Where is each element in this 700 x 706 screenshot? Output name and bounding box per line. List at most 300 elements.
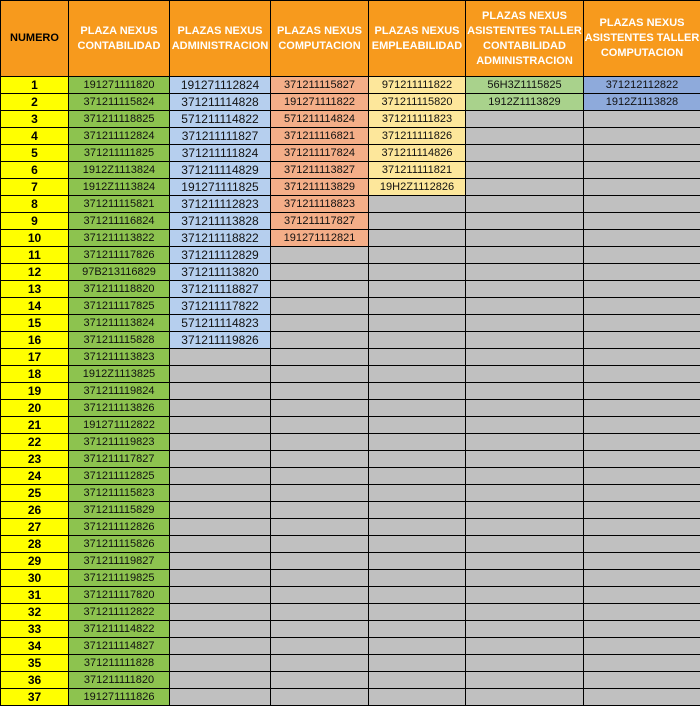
cell-numero: 11	[1, 247, 69, 264]
table-row	[1, 179, 700, 196]
cell-administracion	[170, 604, 271, 621]
cell-taller-computacion	[584, 519, 700, 536]
cell-taller-contabilidad-administracion	[466, 519, 584, 536]
table-row	[1, 77, 700, 94]
cell-computacion: 371211113827	[271, 162, 369, 179]
table-row	[1, 400, 700, 417]
cell-computacion: 371211118823	[271, 196, 369, 213]
cell-computacion	[271, 383, 369, 400]
cell-administracion: 191271112824	[170, 77, 271, 94]
cell-numero: 32	[1, 604, 69, 621]
cell-computacion: 191271111822	[271, 94, 369, 111]
cell-numero: 5	[1, 145, 69, 162]
cell-taller-computacion	[584, 553, 700, 570]
table-row	[1, 298, 700, 315]
cell-taller-computacion	[584, 604, 700, 621]
cell-taller-contabilidad-administracion	[466, 315, 584, 332]
cell-taller-computacion	[584, 502, 700, 519]
header-numero: NUMERO	[1, 1, 69, 77]
cell-contabilidad: 191271111826	[69, 689, 170, 706]
cell-numero: 10	[1, 230, 69, 247]
cell-administracion: 371211112823	[170, 196, 271, 213]
cell-administracion	[170, 502, 271, 519]
cell-computacion	[271, 264, 369, 281]
cell-contabilidad: 371211119827	[69, 553, 170, 570]
cell-taller-computacion	[584, 281, 700, 298]
table-row	[1, 247, 700, 264]
cell-administracion	[170, 536, 271, 553]
cell-contabilidad: 371211115823	[69, 485, 170, 502]
cell-taller-computacion	[584, 536, 700, 553]
cell-contabilidad: 371211112825	[69, 468, 170, 485]
cell-numero: 4	[1, 128, 69, 145]
cell-administracion: 191271111825	[170, 179, 271, 196]
table-row	[1, 672, 700, 689]
cell-contabilidad: 371211115821	[69, 196, 170, 213]
cell-taller-contabilidad-administracion	[466, 332, 584, 349]
cell-computacion	[271, 332, 369, 349]
cell-contabilidad: 1912Z1113824	[69, 162, 170, 179]
cell-taller-computacion	[584, 298, 700, 315]
cell-numero: 31	[1, 587, 69, 604]
table-row	[1, 315, 700, 332]
cell-numero: 14	[1, 298, 69, 315]
cell-numero: 17	[1, 349, 69, 366]
cell-taller-contabilidad-administracion	[466, 621, 584, 638]
cell-computacion	[271, 366, 369, 383]
cell-empleabilidad	[369, 230, 466, 247]
cell-empleabilidad	[369, 655, 466, 672]
table-row	[1, 128, 700, 145]
cell-administracion	[170, 366, 271, 383]
cell-numero: 25	[1, 485, 69, 502]
cell-computacion	[271, 468, 369, 485]
cell-computacion	[271, 417, 369, 434]
cell-taller-computacion	[584, 349, 700, 366]
cell-computacion	[271, 485, 369, 502]
cell-taller-computacion: 1912Z1113828	[584, 94, 700, 111]
cell-numero: 20	[1, 400, 69, 417]
cell-contabilidad: 371211112824	[69, 128, 170, 145]
table-row	[1, 468, 700, 485]
cell-taller-contabilidad-administracion	[466, 485, 584, 502]
cell-taller-computacion	[584, 434, 700, 451]
cell-empleabilidad	[369, 672, 466, 689]
cell-computacion	[271, 349, 369, 366]
cell-empleabilidad	[369, 349, 466, 366]
cell-administracion: 371211118827	[170, 281, 271, 298]
cell-contabilidad: 371211113822	[69, 230, 170, 247]
cell-computacion	[271, 553, 369, 570]
header-empleabilidad: PLAZAS NEXUS EMPLEABILIDAD	[369, 1, 466, 77]
table-row	[1, 655, 700, 672]
cell-numero: 7	[1, 179, 69, 196]
cell-administracion: 371211114828	[170, 94, 271, 111]
table-row	[1, 332, 700, 349]
cell-empleabilidad	[369, 485, 466, 502]
cell-contabilidad: 371211115826	[69, 536, 170, 553]
cell-taller-computacion	[584, 179, 700, 196]
cell-taller-computacion	[584, 383, 700, 400]
table-row	[1, 162, 700, 179]
cell-taller-computacion	[584, 655, 700, 672]
cell-contabilidad: 371211119824	[69, 383, 170, 400]
cell-administracion	[170, 519, 271, 536]
cell-contabilidad: 371211111820	[69, 672, 170, 689]
cell-numero: 34	[1, 638, 69, 655]
cell-numero: 22	[1, 434, 69, 451]
cell-administracion	[170, 485, 271, 502]
cell-taller-contabilidad-administracion: 1912Z1113829	[466, 94, 584, 111]
cell-computacion	[271, 281, 369, 298]
cell-empleabilidad	[369, 519, 466, 536]
cell-numero: 37	[1, 689, 69, 706]
cell-numero: 3	[1, 111, 69, 128]
cell-taller-contabilidad-administracion	[466, 689, 584, 706]
cell-computacion: 571211114824	[271, 111, 369, 128]
cell-taller-contabilidad-administracion	[466, 570, 584, 587]
cell-taller-contabilidad-administracion	[466, 672, 584, 689]
cell-contabilidad: 371211113823	[69, 349, 170, 366]
cell-taller-contabilidad-administracion	[466, 349, 584, 366]
table-row	[1, 604, 700, 621]
cell-administracion: 371211114829	[170, 162, 271, 179]
table-body	[1, 77, 700, 706]
table-row	[1, 485, 700, 502]
cell-taller-computacion	[584, 196, 700, 213]
cell-taller-contabilidad-administracion	[466, 196, 584, 213]
table-row	[1, 553, 700, 570]
cell-taller-contabilidad-administracion	[466, 383, 584, 400]
cell-taller-contabilidad-administracion	[466, 145, 584, 162]
cell-empleabilidad	[369, 196, 466, 213]
cell-contabilidad: 371211119825	[69, 570, 170, 587]
cell-administracion: 371211118822	[170, 230, 271, 247]
cell-empleabilidad	[369, 281, 466, 298]
cell-taller-computacion	[584, 213, 700, 230]
cell-administracion: 371211111827	[170, 128, 271, 145]
cell-empleabilidad: 19H2Z1112826	[369, 179, 466, 196]
cell-contabilidad: 371211112822	[69, 604, 170, 621]
cell-contabilidad: 371211115824	[69, 94, 170, 111]
cell-taller-computacion	[584, 621, 700, 638]
cell-numero: 16	[1, 332, 69, 349]
cell-contabilidad: 371211111825	[69, 145, 170, 162]
cell-contabilidad: 371211112826	[69, 519, 170, 536]
cell-taller-contabilidad-administracion	[466, 604, 584, 621]
cell-taller-computacion	[584, 128, 700, 145]
cell-computacion	[271, 638, 369, 655]
cell-empleabilidad	[369, 604, 466, 621]
table-row	[1, 145, 700, 162]
cell-taller-computacion	[584, 264, 700, 281]
cell-administracion	[170, 553, 271, 570]
cell-empleabilidad	[369, 536, 466, 553]
cell-administracion: 371211119826	[170, 332, 271, 349]
cell-contabilidad: 371211113824	[69, 315, 170, 332]
table-row	[1, 689, 700, 706]
cell-taller-contabilidad-administracion	[466, 230, 584, 247]
cell-computacion	[271, 536, 369, 553]
cell-administracion	[170, 468, 271, 485]
table-row	[1, 230, 700, 247]
cell-taller-contabilidad-administracion	[466, 281, 584, 298]
cell-contabilidad: 371211118820	[69, 281, 170, 298]
cell-empleabilidad	[369, 621, 466, 638]
cell-taller-contabilidad-administracion	[466, 553, 584, 570]
table-row	[1, 621, 700, 638]
cell-empleabilidad	[369, 638, 466, 655]
table-row	[1, 434, 700, 451]
cell-contabilidad: 371211117820	[69, 587, 170, 604]
cell-taller-computacion	[584, 587, 700, 604]
cell-administracion	[170, 689, 271, 706]
header-row	[1, 1, 700, 77]
table-row	[1, 111, 700, 128]
cell-numero: 2	[1, 94, 69, 111]
cell-administracion: 371211117822	[170, 298, 271, 315]
cell-computacion	[271, 672, 369, 689]
table-row	[1, 281, 700, 298]
cell-administracion: 571211114822	[170, 111, 271, 128]
cell-administracion	[170, 417, 271, 434]
cell-empleabilidad: 971211111822	[369, 77, 466, 94]
header-computacion: PLAZAS NEXUS COMPUTACION	[271, 1, 369, 77]
cell-numero: 12	[1, 264, 69, 281]
table-row	[1, 349, 700, 366]
cell-empleabilidad	[369, 383, 466, 400]
cell-taller-computacion: 371212112822	[584, 77, 700, 94]
cell-computacion	[271, 400, 369, 417]
cell-numero: 36	[1, 672, 69, 689]
cell-empleabilidad: 371211111826	[369, 128, 466, 145]
cell-taller-contabilidad-administracion	[466, 247, 584, 264]
cell-empleabilidad: 371211111821	[369, 162, 466, 179]
cell-numero: 27	[1, 519, 69, 536]
cell-taller-computacion	[584, 485, 700, 502]
cell-computacion: 371211115827	[271, 77, 369, 94]
table-row	[1, 536, 700, 553]
cell-computacion: 371211117827	[271, 213, 369, 230]
cell-taller-computacion	[584, 111, 700, 128]
cell-taller-computacion	[584, 689, 700, 706]
cell-administracion	[170, 638, 271, 655]
cell-contabilidad: 371211117826	[69, 247, 170, 264]
cell-computacion	[271, 570, 369, 587]
cell-empleabilidad: 371211115820	[369, 94, 466, 111]
cell-administracion	[170, 400, 271, 417]
cell-administracion: 371211113828	[170, 213, 271, 230]
cell-administracion: 371211112829	[170, 247, 271, 264]
table-row	[1, 638, 700, 655]
cell-taller-contabilidad-administracion	[466, 638, 584, 655]
cell-taller-contabilidad-administracion	[466, 162, 584, 179]
cell-contabilidad: 371211113826	[69, 400, 170, 417]
cell-empleabilidad: 371211114826	[369, 145, 466, 162]
cell-computacion	[271, 315, 369, 332]
cell-numero: 9	[1, 213, 69, 230]
cell-taller-contabilidad-administracion	[466, 434, 584, 451]
cell-computacion	[271, 502, 369, 519]
cell-computacion	[271, 655, 369, 672]
cell-contabilidad: 371211117825	[69, 298, 170, 315]
cell-administracion	[170, 383, 271, 400]
cell-administracion: 571211114823	[170, 315, 271, 332]
cell-contabilidad: 97B213116829	[69, 264, 170, 281]
cell-administracion	[170, 672, 271, 689]
cell-empleabilidad	[369, 213, 466, 230]
cell-administracion	[170, 434, 271, 451]
cell-numero: 26	[1, 502, 69, 519]
table-row	[1, 502, 700, 519]
table-row	[1, 213, 700, 230]
cell-taller-computacion	[584, 332, 700, 349]
header-administracion: PLAZAS NEXUS ADMINISTRACION	[170, 1, 271, 77]
table-row	[1, 264, 700, 281]
cell-contabilidad: 371211116824	[69, 213, 170, 230]
cell-contabilidad: 371211119823	[69, 434, 170, 451]
cell-taller-contabilidad-administracion	[466, 111, 584, 128]
cell-empleabilidad	[369, 502, 466, 519]
cell-contabilidad: 191271112822	[69, 417, 170, 434]
cell-administracion	[170, 349, 271, 366]
cell-numero: 18	[1, 366, 69, 383]
cell-empleabilidad: 371211111823	[369, 111, 466, 128]
cell-taller-computacion	[584, 366, 700, 383]
cell-taller-contabilidad-administracion	[466, 366, 584, 383]
cell-computacion	[271, 621, 369, 638]
cell-taller-contabilidad-administracion	[466, 213, 584, 230]
header-contabilidad: PLAZA NEXUS CONTABILIDAD	[69, 1, 170, 77]
cell-contabilidad: 371211115828	[69, 332, 170, 349]
cell-taller-contabilidad-administracion	[466, 400, 584, 417]
table-row	[1, 570, 700, 587]
cell-computacion	[271, 587, 369, 604]
cell-computacion	[271, 689, 369, 706]
table-row	[1, 196, 700, 213]
cell-empleabilidad	[369, 417, 466, 434]
cell-computacion	[271, 434, 369, 451]
cell-empleabilidad	[369, 400, 466, 417]
cell-administracion: 371211113820	[170, 264, 271, 281]
cell-computacion: 371211113829	[271, 179, 369, 196]
cell-taller-computacion	[584, 315, 700, 332]
cell-empleabilidad	[369, 570, 466, 587]
cell-numero: 29	[1, 553, 69, 570]
cell-taller-computacion	[584, 417, 700, 434]
cell-taller-contabilidad-administracion	[466, 179, 584, 196]
cell-taller-computacion	[584, 247, 700, 264]
cell-administracion	[170, 587, 271, 604]
cell-empleabilidad	[369, 298, 466, 315]
cell-numero: 21	[1, 417, 69, 434]
cell-administracion	[170, 621, 271, 638]
cell-empleabilidad	[369, 689, 466, 706]
cell-contabilidad: 371211111828	[69, 655, 170, 672]
cell-computacion: 371211117824	[271, 145, 369, 162]
cell-numero: 24	[1, 468, 69, 485]
table-row	[1, 417, 700, 434]
cell-empleabilidad	[369, 451, 466, 468]
cell-numero: 28	[1, 536, 69, 553]
cell-taller-contabilidad-administracion	[466, 451, 584, 468]
cell-computacion	[271, 451, 369, 468]
cell-contabilidad: 371211118825	[69, 111, 170, 128]
cell-contabilidad: 371211117827	[69, 451, 170, 468]
cell-taller-contabilidad-administracion	[466, 264, 584, 281]
cell-taller-contabilidad-administracion	[466, 417, 584, 434]
table-row	[1, 519, 700, 536]
cell-contabilidad: 371211114827	[69, 638, 170, 655]
cell-computacion	[271, 247, 369, 264]
cell-computacion	[271, 298, 369, 315]
cell-computacion	[271, 519, 369, 536]
cell-numero: 1	[1, 77, 69, 94]
cell-numero: 15	[1, 315, 69, 332]
cell-taller-contabilidad-administracion	[466, 298, 584, 315]
cell-administracion	[170, 451, 271, 468]
cell-empleabilidad	[369, 366, 466, 383]
cell-empleabilidad	[369, 434, 466, 451]
table-row	[1, 366, 700, 383]
cell-taller-computacion	[584, 162, 700, 179]
cell-numero: 13	[1, 281, 69, 298]
cell-contabilidad: 1912Z1113825	[69, 366, 170, 383]
cell-taller-contabilidad-administracion	[466, 128, 584, 145]
cell-empleabilidad	[369, 587, 466, 604]
cell-administracion: 371211111824	[170, 145, 271, 162]
cell-taller-computacion	[584, 400, 700, 417]
cell-numero: 35	[1, 655, 69, 672]
cell-numero: 8	[1, 196, 69, 213]
cell-contabilidad: 1912Z1113824	[69, 179, 170, 196]
cell-taller-computacion	[584, 638, 700, 655]
cell-taller-contabilidad-administracion	[466, 468, 584, 485]
cell-administracion	[170, 655, 271, 672]
cell-taller-computacion	[584, 468, 700, 485]
cell-taller-contabilidad-administracion	[466, 587, 584, 604]
cell-contabilidad: 371211115829	[69, 502, 170, 519]
cell-contabilidad: 371211114822	[69, 621, 170, 638]
cell-numero: 33	[1, 621, 69, 638]
table-row	[1, 383, 700, 400]
cell-empleabilidad	[369, 468, 466, 485]
cell-administracion	[170, 570, 271, 587]
cell-numero: 30	[1, 570, 69, 587]
cell-taller-computacion	[584, 672, 700, 689]
cell-computacion: 371211116821	[271, 128, 369, 145]
cell-empleabilidad	[369, 553, 466, 570]
table-row	[1, 94, 700, 111]
cell-numero: 19	[1, 383, 69, 400]
cell-taller-computacion	[584, 570, 700, 587]
cell-contabilidad: 191271111820	[69, 77, 170, 94]
cell-taller-computacion	[584, 230, 700, 247]
cell-empleabilidad	[369, 264, 466, 281]
header-taller-computacion: PLAZAS NEXUS ASISTENTES TALLER COMPUTACION	[584, 1, 700, 77]
table-row	[1, 587, 700, 604]
cell-taller-contabilidad-administracion	[466, 536, 584, 553]
cell-computacion: 191271112821	[271, 230, 369, 247]
cell-taller-computacion	[584, 145, 700, 162]
cell-computacion	[271, 604, 369, 621]
cell-taller-computacion	[584, 451, 700, 468]
cell-numero: 23	[1, 451, 69, 468]
cell-empleabilidad	[369, 315, 466, 332]
cell-taller-contabilidad-administracion	[466, 502, 584, 519]
cell-taller-contabilidad-administracion	[466, 655, 584, 672]
cell-taller-contabilidad-administracion: 56H3Z1115825	[466, 77, 584, 94]
